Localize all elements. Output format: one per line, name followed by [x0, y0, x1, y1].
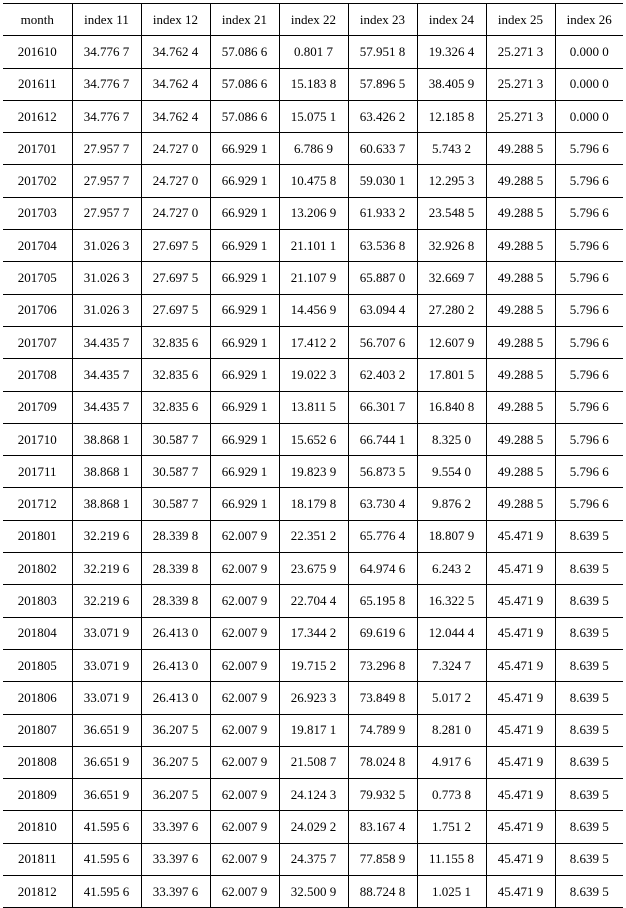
- value-cell: 66.929 1: [210, 423, 279, 455]
- value-cell: 13.811 5: [279, 391, 348, 423]
- value-cell: 5.796 6: [555, 423, 623, 455]
- table-row: [3, 779, 623, 811]
- month-cell: 201704: [3, 230, 72, 262]
- month-cell: 201702: [3, 165, 72, 197]
- value-cell: 16.322 5: [417, 585, 486, 617]
- value-cell: 8.639 5: [555, 649, 623, 681]
- value-cell: 21.101 1: [279, 230, 348, 262]
- value-cell: 30.587 7: [141, 488, 210, 520]
- table-row: [3, 197, 623, 229]
- table-row: [3, 326, 623, 358]
- value-cell: 45.471 9: [486, 682, 555, 714]
- value-cell: 5.796 6: [555, 230, 623, 262]
- value-cell: 66.929 1: [210, 326, 279, 358]
- table-row: [3, 230, 623, 262]
- value-cell: 0.773 8: [417, 779, 486, 811]
- month-cell: 201808: [3, 746, 72, 778]
- value-cell: 5.796 6: [555, 326, 623, 358]
- column-header: index 11: [72, 4, 141, 36]
- value-cell: 27.957 7: [72, 197, 141, 229]
- value-cell: 26.413 0: [141, 682, 210, 714]
- value-cell: 38.868 1: [72, 456, 141, 488]
- value-cell: 31.026 3: [72, 230, 141, 262]
- value-cell: 5.017 2: [417, 682, 486, 714]
- value-cell: 6.786 9: [279, 133, 348, 165]
- value-cell: 34.776 7: [72, 68, 141, 100]
- value-cell: 69.619 6: [348, 617, 417, 649]
- value-cell: 0.000 0: [555, 100, 623, 132]
- column-header: index 12: [141, 4, 210, 36]
- value-cell: 36.651 9: [72, 779, 141, 811]
- value-cell: 64.974 6: [348, 553, 417, 585]
- value-cell: 24.124 3: [279, 779, 348, 811]
- value-cell: 8.639 5: [555, 746, 623, 778]
- value-cell: 41.595 6: [72, 876, 141, 908]
- month-cell: 201705: [3, 262, 72, 294]
- table-row: [3, 682, 623, 714]
- value-cell: 22.704 4: [279, 585, 348, 617]
- month-cell: 201803: [3, 585, 72, 617]
- value-cell: 18.807 9: [417, 520, 486, 552]
- table-row: [3, 488, 623, 520]
- value-cell: 5.796 6: [555, 294, 623, 326]
- month-cell: 201706: [3, 294, 72, 326]
- month-cell: 201710: [3, 423, 72, 455]
- value-cell: 12.185 8: [417, 100, 486, 132]
- value-cell: 33.071 9: [72, 617, 141, 649]
- value-cell: 12.607 9: [417, 326, 486, 358]
- value-cell: 21.107 9: [279, 262, 348, 294]
- value-cell: 65.776 4: [348, 520, 417, 552]
- value-cell: 36.207 5: [141, 746, 210, 778]
- value-cell: 16.840 8: [417, 391, 486, 423]
- table-row: [3, 423, 623, 455]
- value-cell: 57.086 6: [210, 100, 279, 132]
- value-cell: 62.007 9: [210, 811, 279, 843]
- value-cell: 66.929 1: [210, 262, 279, 294]
- value-cell: 36.651 9: [72, 714, 141, 746]
- table-row: [3, 811, 623, 843]
- month-cell: 201812: [3, 876, 72, 908]
- value-cell: 45.471 9: [486, 649, 555, 681]
- value-cell: 79.932 5: [348, 779, 417, 811]
- value-cell: 25.271 3: [486, 100, 555, 132]
- value-cell: 27.957 7: [72, 133, 141, 165]
- value-cell: 34.435 7: [72, 391, 141, 423]
- value-cell: 25.271 3: [486, 36, 555, 68]
- value-cell: 8.639 5: [555, 843, 623, 875]
- value-cell: 63.536 8: [348, 230, 417, 262]
- table-row: [3, 68, 623, 100]
- table-container: [3, 3, 623, 908]
- value-cell: 57.086 6: [210, 68, 279, 100]
- value-cell: 45.471 9: [486, 714, 555, 746]
- value-cell: 62.007 9: [210, 746, 279, 778]
- month-cell: 201611: [3, 68, 72, 100]
- header-row: [3, 4, 623, 36]
- table-row: [3, 100, 623, 132]
- value-cell: 66.929 1: [210, 165, 279, 197]
- table-header: [3, 4, 623, 36]
- value-cell: 15.183 8: [279, 68, 348, 100]
- column-header: month: [3, 4, 72, 36]
- value-cell: 17.344 2: [279, 617, 348, 649]
- value-cell: 34.776 7: [72, 100, 141, 132]
- table-body: [3, 36, 623, 908]
- value-cell: 66.929 1: [210, 488, 279, 520]
- value-cell: 77.858 9: [348, 843, 417, 875]
- value-cell: 45.471 9: [486, 876, 555, 908]
- table-row: [3, 714, 623, 746]
- value-cell: 19.022 3: [279, 359, 348, 391]
- value-cell: 32.219 6: [72, 520, 141, 552]
- value-cell: 49.288 5: [486, 262, 555, 294]
- value-cell: 83.167 4: [348, 811, 417, 843]
- value-cell: 62.007 9: [210, 682, 279, 714]
- value-cell: 34.435 7: [72, 326, 141, 358]
- value-cell: 17.801 5: [417, 359, 486, 391]
- value-cell: 65.195 8: [348, 585, 417, 617]
- value-cell: 57.896 5: [348, 68, 417, 100]
- table-row: [3, 165, 623, 197]
- column-header: index 21: [210, 4, 279, 36]
- value-cell: 18.179 8: [279, 488, 348, 520]
- value-cell: 33.397 6: [141, 843, 210, 875]
- month-cell: 201810: [3, 811, 72, 843]
- value-cell: 19.817 1: [279, 714, 348, 746]
- value-cell: 36.207 5: [141, 714, 210, 746]
- value-cell: 34.435 7: [72, 359, 141, 391]
- value-cell: 19.715 2: [279, 649, 348, 681]
- value-cell: 8.639 5: [555, 779, 623, 811]
- value-cell: 15.652 6: [279, 423, 348, 455]
- value-cell: 57.951 8: [348, 36, 417, 68]
- value-cell: 5.796 6: [555, 197, 623, 229]
- value-cell: 5.796 6: [555, 262, 623, 294]
- value-cell: 63.730 4: [348, 488, 417, 520]
- value-cell: 28.339 8: [141, 585, 210, 617]
- value-cell: 66.929 1: [210, 230, 279, 262]
- value-cell: 8.639 5: [555, 553, 623, 585]
- value-cell: 62.007 9: [210, 649, 279, 681]
- value-cell: 32.219 6: [72, 585, 141, 617]
- value-cell: 10.475 8: [279, 165, 348, 197]
- value-cell: 33.071 9: [72, 649, 141, 681]
- value-cell: 8.325 0: [417, 423, 486, 455]
- table-row: [3, 359, 623, 391]
- month-cell: 201806: [3, 682, 72, 714]
- value-cell: 32.500 9: [279, 876, 348, 908]
- value-cell: 49.288 5: [486, 294, 555, 326]
- value-cell: 27.697 5: [141, 294, 210, 326]
- table-row: [3, 36, 623, 68]
- value-cell: 34.776 7: [72, 36, 141, 68]
- table-row: [3, 746, 623, 778]
- table-row: [3, 649, 623, 681]
- value-cell: 56.707 6: [348, 326, 417, 358]
- table-row: [3, 617, 623, 649]
- value-cell: 14.456 9: [279, 294, 348, 326]
- value-cell: 65.887 0: [348, 262, 417, 294]
- month-cell: 201612: [3, 100, 72, 132]
- month-cell: 201701: [3, 133, 72, 165]
- value-cell: 15.075 1: [279, 100, 348, 132]
- value-cell: 38.405 9: [417, 68, 486, 100]
- value-cell: 34.762 4: [141, 100, 210, 132]
- value-cell: 63.426 2: [348, 100, 417, 132]
- value-cell: 34.762 4: [141, 68, 210, 100]
- month-cell: 201712: [3, 488, 72, 520]
- value-cell: 45.471 9: [486, 779, 555, 811]
- value-cell: 30.587 7: [141, 456, 210, 488]
- value-cell: 24.727 0: [141, 133, 210, 165]
- table-row: [3, 133, 623, 165]
- value-cell: 1.751 2: [417, 811, 486, 843]
- value-cell: 12.295 3: [417, 165, 486, 197]
- column-header: index 25: [486, 4, 555, 36]
- value-cell: 30.587 7: [141, 423, 210, 455]
- value-cell: 41.595 6: [72, 843, 141, 875]
- value-cell: 28.339 8: [141, 520, 210, 552]
- value-cell: 24.727 0: [141, 197, 210, 229]
- value-cell: 74.789 9: [348, 714, 417, 746]
- value-cell: 5.796 6: [555, 359, 623, 391]
- value-cell: 32.835 6: [141, 391, 210, 423]
- value-cell: 32.926 8: [417, 230, 486, 262]
- value-cell: 27.957 7: [72, 165, 141, 197]
- value-cell: 62.007 9: [210, 876, 279, 908]
- month-cell: 201805: [3, 649, 72, 681]
- value-cell: 31.026 3: [72, 294, 141, 326]
- value-cell: 57.086 6: [210, 36, 279, 68]
- month-cell: 201711: [3, 456, 72, 488]
- value-cell: 13.206 9: [279, 197, 348, 229]
- month-cell: 201811: [3, 843, 72, 875]
- value-cell: 27.697 5: [141, 262, 210, 294]
- month-cell: 201807: [3, 714, 72, 746]
- value-cell: 62.007 9: [210, 714, 279, 746]
- value-cell: 66.929 1: [210, 456, 279, 488]
- value-cell: 62.007 9: [210, 585, 279, 617]
- value-cell: 38.868 1: [72, 423, 141, 455]
- value-cell: 49.288 5: [486, 423, 555, 455]
- value-cell: 0.000 0: [555, 36, 623, 68]
- value-cell: 36.651 9: [72, 746, 141, 778]
- value-cell: 8.639 5: [555, 617, 623, 649]
- value-cell: 45.471 9: [486, 811, 555, 843]
- value-cell: 49.288 5: [486, 326, 555, 358]
- value-cell: 32.219 6: [72, 553, 141, 585]
- value-cell: 8.639 5: [555, 682, 623, 714]
- value-cell: 66.929 1: [210, 391, 279, 423]
- value-cell: 49.288 5: [486, 197, 555, 229]
- value-cell: 45.471 9: [486, 617, 555, 649]
- value-cell: 49.288 5: [486, 391, 555, 423]
- value-cell: 28.339 8: [141, 553, 210, 585]
- value-cell: 19.823 9: [279, 456, 348, 488]
- value-cell: 22.351 2: [279, 520, 348, 552]
- value-cell: 41.595 6: [72, 811, 141, 843]
- value-cell: 56.873 5: [348, 456, 417, 488]
- value-cell: 49.288 5: [486, 230, 555, 262]
- value-cell: 5.796 6: [555, 456, 623, 488]
- value-cell: 62.007 9: [210, 553, 279, 585]
- value-cell: 11.155 8: [417, 843, 486, 875]
- table-row: [3, 553, 623, 585]
- table-row: [3, 585, 623, 617]
- value-cell: 21.508 7: [279, 746, 348, 778]
- value-cell: 23.675 9: [279, 553, 348, 585]
- value-cell: 62.007 9: [210, 617, 279, 649]
- month-cell: 201708: [3, 359, 72, 391]
- value-cell: 5.796 6: [555, 165, 623, 197]
- value-cell: 45.471 9: [486, 843, 555, 875]
- value-cell: 23.548 5: [417, 197, 486, 229]
- value-cell: 6.243 2: [417, 553, 486, 585]
- value-cell: 5.743 2: [417, 133, 486, 165]
- value-cell: 33.397 6: [141, 876, 210, 908]
- value-cell: 62.007 9: [210, 843, 279, 875]
- value-cell: 66.929 1: [210, 294, 279, 326]
- value-cell: 32.835 6: [141, 326, 210, 358]
- value-cell: 33.397 6: [141, 811, 210, 843]
- month-cell: 201707: [3, 326, 72, 358]
- table-row: [3, 876, 623, 908]
- value-cell: 8.639 5: [555, 520, 623, 552]
- month-cell: 201804: [3, 617, 72, 649]
- value-cell: 88.724 8: [348, 876, 417, 908]
- value-cell: 73.849 8: [348, 682, 417, 714]
- value-cell: 62.007 9: [210, 779, 279, 811]
- table-row: [3, 391, 623, 423]
- value-cell: 26.923 3: [279, 682, 348, 714]
- value-cell: 4.917 6: [417, 746, 486, 778]
- value-cell: 34.762 4: [141, 36, 210, 68]
- value-cell: 66.301 7: [348, 391, 417, 423]
- value-cell: 66.929 1: [210, 133, 279, 165]
- value-cell: 66.929 1: [210, 359, 279, 391]
- value-cell: 9.554 0: [417, 456, 486, 488]
- value-cell: 31.026 3: [72, 262, 141, 294]
- value-cell: 78.024 8: [348, 746, 417, 778]
- month-cell: 201703: [3, 197, 72, 229]
- table-row: [3, 456, 623, 488]
- value-cell: 5.796 6: [555, 488, 623, 520]
- value-cell: 27.280 2: [417, 294, 486, 326]
- column-header: index 22: [279, 4, 348, 36]
- value-cell: 8.639 5: [555, 714, 623, 746]
- value-cell: 66.744 1: [348, 423, 417, 455]
- value-cell: 27.697 5: [141, 230, 210, 262]
- value-cell: 73.296 8: [348, 649, 417, 681]
- table-row: [3, 843, 623, 875]
- value-cell: 7.324 7: [417, 649, 486, 681]
- value-cell: 49.288 5: [486, 359, 555, 391]
- table-row: [3, 262, 623, 294]
- value-cell: 9.876 2: [417, 488, 486, 520]
- value-cell: 8.281 0: [417, 714, 486, 746]
- value-cell: 24.029 2: [279, 811, 348, 843]
- value-cell: 61.933 2: [348, 197, 417, 229]
- month-cell: 201802: [3, 553, 72, 585]
- value-cell: 17.412 2: [279, 326, 348, 358]
- value-cell: 63.094 4: [348, 294, 417, 326]
- value-cell: 24.727 0: [141, 165, 210, 197]
- value-cell: 25.271 3: [486, 68, 555, 100]
- column-header: index 26: [555, 4, 623, 36]
- value-cell: 60.633 7: [348, 133, 417, 165]
- column-header: index 23: [348, 4, 417, 36]
- value-cell: 45.471 9: [486, 553, 555, 585]
- value-cell: 0.000 0: [555, 68, 623, 100]
- value-cell: 5.796 6: [555, 391, 623, 423]
- value-cell: 33.071 9: [72, 682, 141, 714]
- value-cell: 8.639 5: [555, 876, 623, 908]
- value-cell: 1.025 1: [417, 876, 486, 908]
- value-cell: 8.639 5: [555, 585, 623, 617]
- table-row: [3, 294, 623, 326]
- value-cell: 49.288 5: [486, 165, 555, 197]
- value-cell: 24.375 7: [279, 843, 348, 875]
- value-cell: 12.044 4: [417, 617, 486, 649]
- value-cell: 66.929 1: [210, 197, 279, 229]
- value-cell: 5.796 6: [555, 133, 623, 165]
- value-cell: 32.669 7: [417, 262, 486, 294]
- value-cell: 49.288 5: [486, 488, 555, 520]
- month-cell: 201610: [3, 36, 72, 68]
- value-cell: 38.868 1: [72, 488, 141, 520]
- value-cell: 0.801 7: [279, 36, 348, 68]
- value-cell: 8.639 5: [555, 811, 623, 843]
- value-cell: 19.326 4: [417, 36, 486, 68]
- value-cell: 26.413 0: [141, 649, 210, 681]
- value-cell: 59.030 1: [348, 165, 417, 197]
- value-cell: 45.471 9: [486, 520, 555, 552]
- value-cell: 26.413 0: [141, 617, 210, 649]
- value-cell: 49.288 5: [486, 456, 555, 488]
- value-cell: 32.835 6: [141, 359, 210, 391]
- column-header: index 24: [417, 4, 486, 36]
- value-cell: 62.403 2: [348, 359, 417, 391]
- month-cell: 201709: [3, 391, 72, 423]
- value-cell: 45.471 9: [486, 746, 555, 778]
- table-row: [3, 520, 623, 552]
- data-table: [3, 3, 623, 908]
- month-cell: 201809: [3, 779, 72, 811]
- value-cell: 45.471 9: [486, 585, 555, 617]
- value-cell: 36.207 5: [141, 779, 210, 811]
- value-cell: 49.288 5: [486, 133, 555, 165]
- value-cell: 62.007 9: [210, 520, 279, 552]
- month-cell: 201801: [3, 520, 72, 552]
